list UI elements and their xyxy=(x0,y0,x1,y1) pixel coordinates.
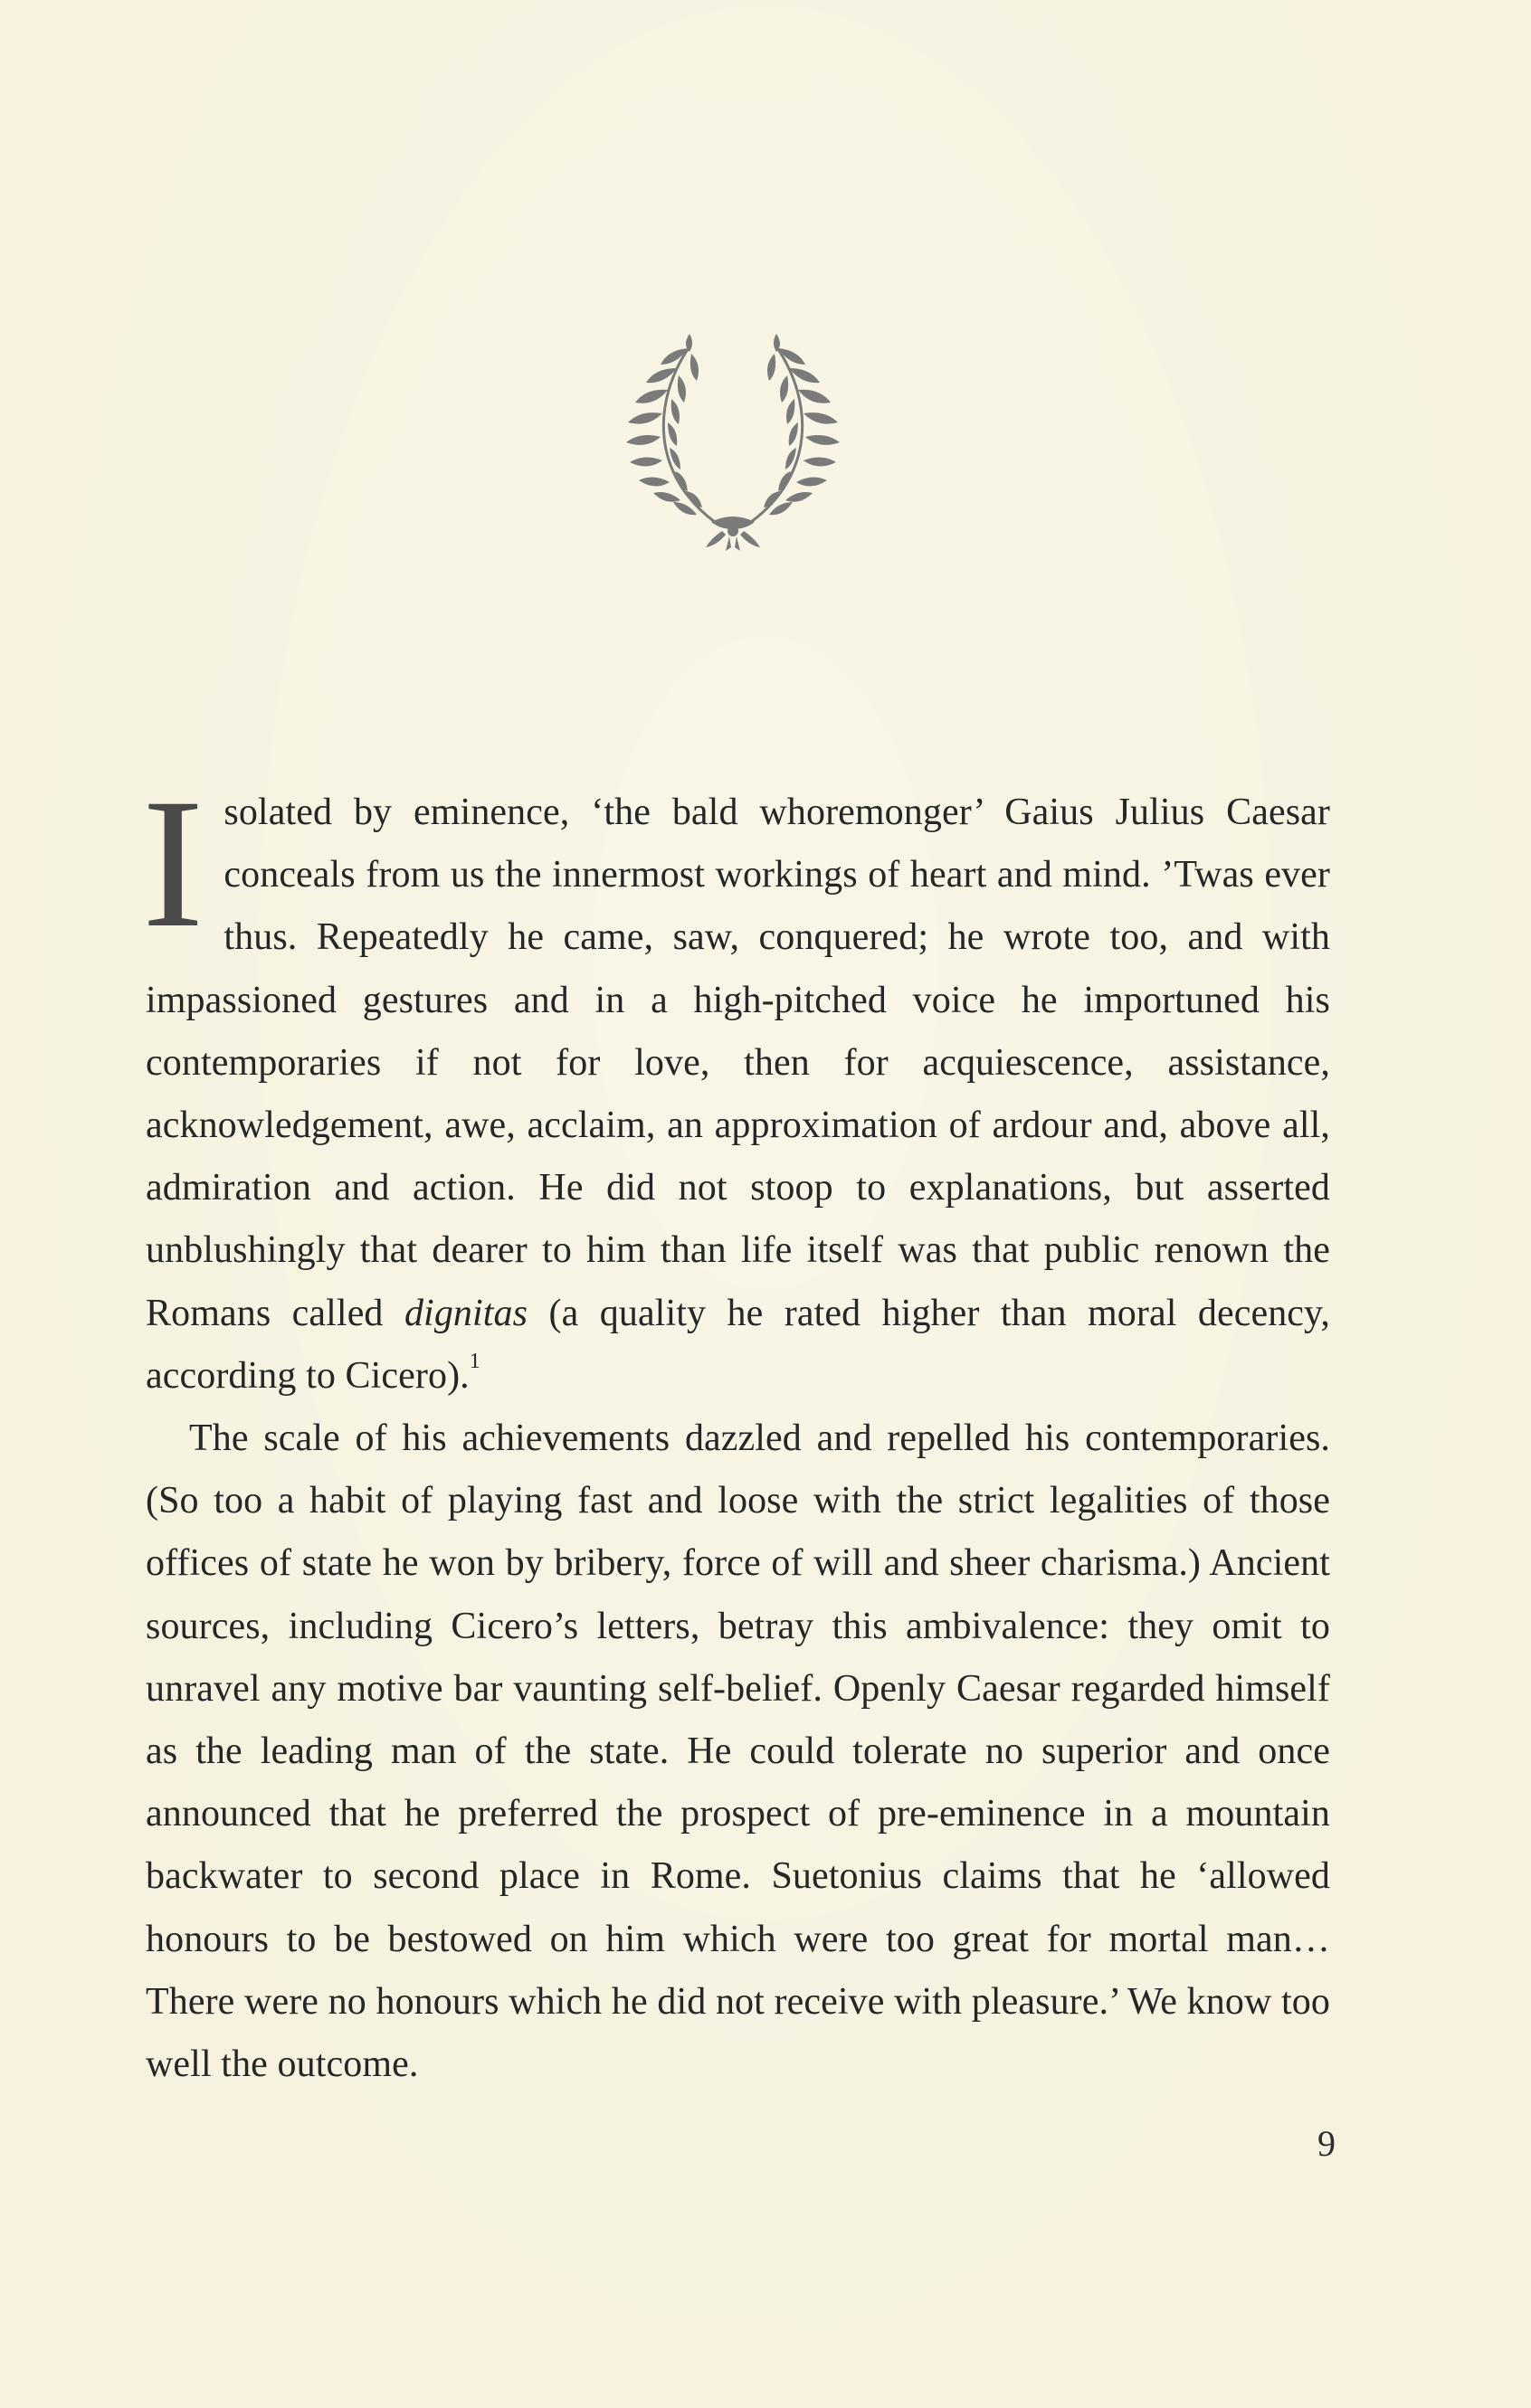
paragraph-1 xyxy=(142,761,1331,1408)
body-text xyxy=(142,761,1331,2096)
paragraph-1-text-b: (a quality he rated higher than moral decency, according to Cicero). xyxy=(146,1292,1331,1397)
laurel-wreath-icon xyxy=(624,321,842,556)
page-number: 9 xyxy=(1317,2123,1336,2164)
footnote-reference[interactable]: 1 xyxy=(469,1349,480,1373)
paragraph-1-text-a: solated by eminence, ‘the bald whoremonger’ Gaius Julius Caesar conceals from us the innermost workings of heart and mind. ’Twas ever thus. Repeatedly he came, saw, conquered; he wrote too, and with impassioned gestures and in a high-pitched voice he importuned his contemporaries if not for love, then for acquiescence, assistance, acknowledgement, awe, acclaim, an approximation of ardour and, above all, admiration and action. He did not stoop to explanations, but asserted unblushingly that dearer to him than life itself was that public renown the Romans called xyxy=(146,792,1330,1334)
paragraph-2: The scale of his achievements dazzled and repelled his contemporaries. (So too a habit of playing fast and loose with the strict legalities of those offices of state he won by bribery, force of will and sheer charisma.) Ancient sources, including Cicero’s letters, betray this ambivalence: they omit to unravel any motive bar vaunting self-belief. Openly Caesar regarded himself as the leading man of the state. He could tolerate no superior and once announced that he preferred the prospect of pre-eminence in a mountain backwater to second place in Rome. Suetonius claims that he ‘allowed honours to be bestowed on him which were too great for mortal man… There were no honours which he did not receive with pleasure.’ We know too well the outcome. xyxy=(146,1417,1330,2086)
italic-term: dignitas xyxy=(404,1292,528,1334)
drop-cap: I xyxy=(142,761,204,966)
